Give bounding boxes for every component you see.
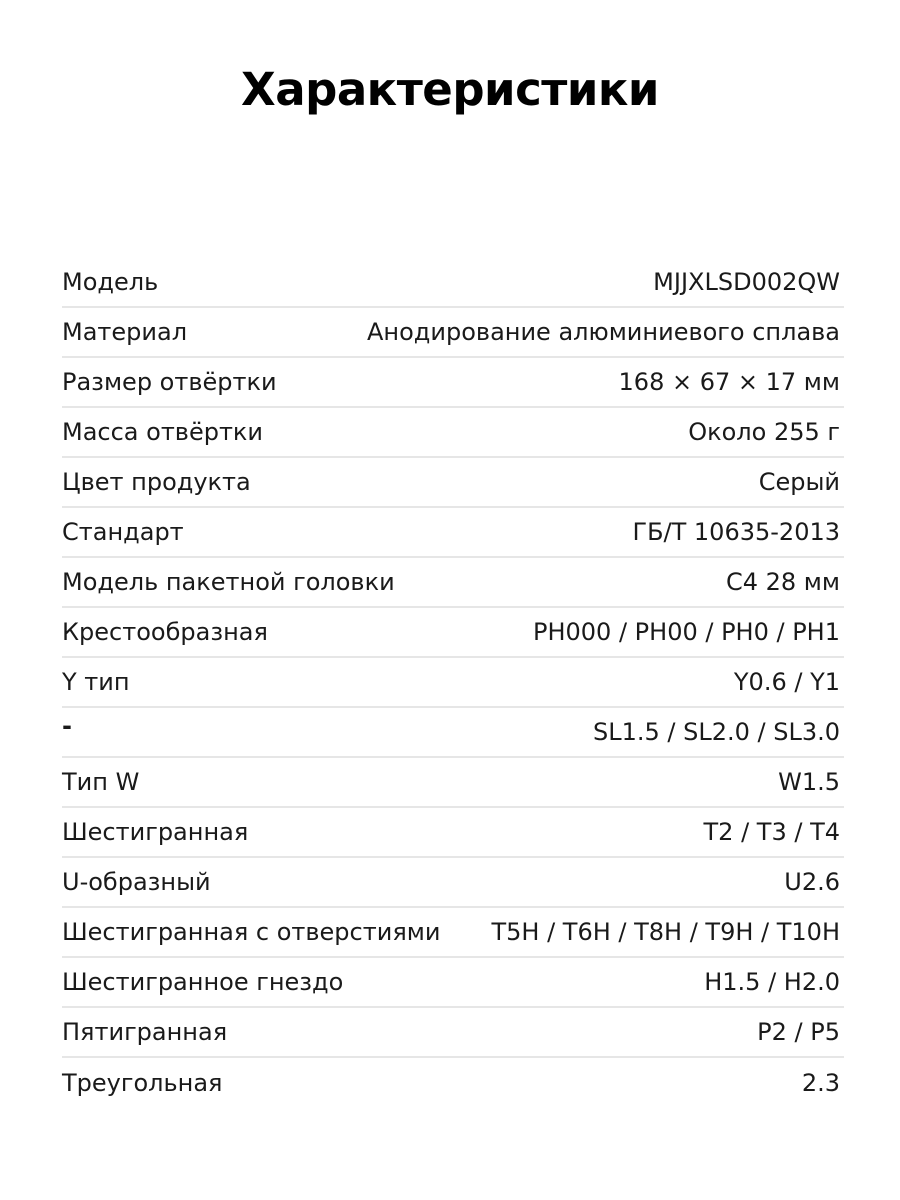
spec-value: T2 / T3 / T4	[703, 818, 840, 846]
spec-table	[62, 258, 844, 1108]
spec-row-phillips	[62, 608, 844, 658]
spec-label: Модель пакетной головки	[62, 568, 395, 596]
spec-label: Треугольная	[62, 1069, 223, 1097]
spec-value: Серый	[758, 468, 840, 496]
spec-row-weight	[62, 408, 844, 458]
spec-label: Шестигранная	[62, 818, 249, 846]
spec-row-w-type	[62, 758, 844, 808]
spec-label: Y тип	[62, 668, 130, 696]
spec-label: Цвет продукта	[62, 468, 251, 496]
spec-value: P2 / P5	[757, 1018, 840, 1046]
spec-value: W1.5	[778, 768, 840, 796]
spec-label: Шестигранное гнездо	[62, 968, 344, 996]
spec-row-size	[62, 358, 844, 408]
spec-row-torx-hole	[62, 908, 844, 958]
spec-value: C4 28 мм	[725, 568, 840, 596]
spec-value: SL1.5 / SL2.0 / SL3.0	[592, 718, 840, 746]
spec-label: Пятигранная	[62, 1018, 228, 1046]
spec-row-hex-socket	[62, 958, 844, 1008]
spec-row-pentalobe	[62, 1008, 844, 1058]
spec-label: Размер отвёртки	[62, 368, 277, 396]
spec-row-torx	[62, 808, 844, 858]
spec-row-y-type	[62, 658, 844, 708]
spec-value: H1.5 / H2.0	[704, 968, 840, 996]
spec-label: Материал	[62, 318, 188, 346]
spec-row-material	[62, 308, 844, 358]
spec-label: -	[62, 712, 72, 740]
spec-value: MJJXLSD002QW	[653, 268, 840, 296]
spec-value: Около 255 г	[688, 418, 840, 446]
spec-value: PH000 / PH00 / PH0 / PH1	[533, 618, 840, 646]
spec-row-model	[62, 258, 844, 308]
spec-value: 168 × 67 × 17 мм	[618, 368, 840, 396]
spec-label: Крестообразная	[62, 618, 268, 646]
spec-value: U2.6	[784, 868, 840, 896]
spec-value: Анодирование алюминиевого сплава	[367, 318, 840, 346]
spec-row-bit-model	[62, 558, 844, 608]
spec-label: Шестигранная с отверстиями	[62, 918, 441, 946]
spec-label: Модель	[62, 268, 159, 296]
spec-row-triangle	[62, 1058, 844, 1108]
spec-label: Тип W	[62, 768, 140, 796]
spec-value: T5H / T6H / T8H / T9H / T10H	[491, 918, 840, 946]
spec-row-color	[62, 458, 844, 508]
spec-value: 2.3	[801, 1069, 840, 1097]
spec-value: Y0.6 / Y1	[733, 668, 840, 696]
spec-label: U-образный	[62, 868, 211, 896]
spec-row-u-type	[62, 858, 844, 908]
spec-label: Масса отвёртки	[62, 418, 264, 446]
spec-value: ГБ/Т 10635-2013	[632, 518, 840, 546]
spec-row-slotted	[62, 708, 844, 758]
spec-label: Стандарт	[62, 518, 184, 546]
page-title: Характеристики	[241, 63, 659, 116]
spec-row-standard	[62, 508, 844, 558]
